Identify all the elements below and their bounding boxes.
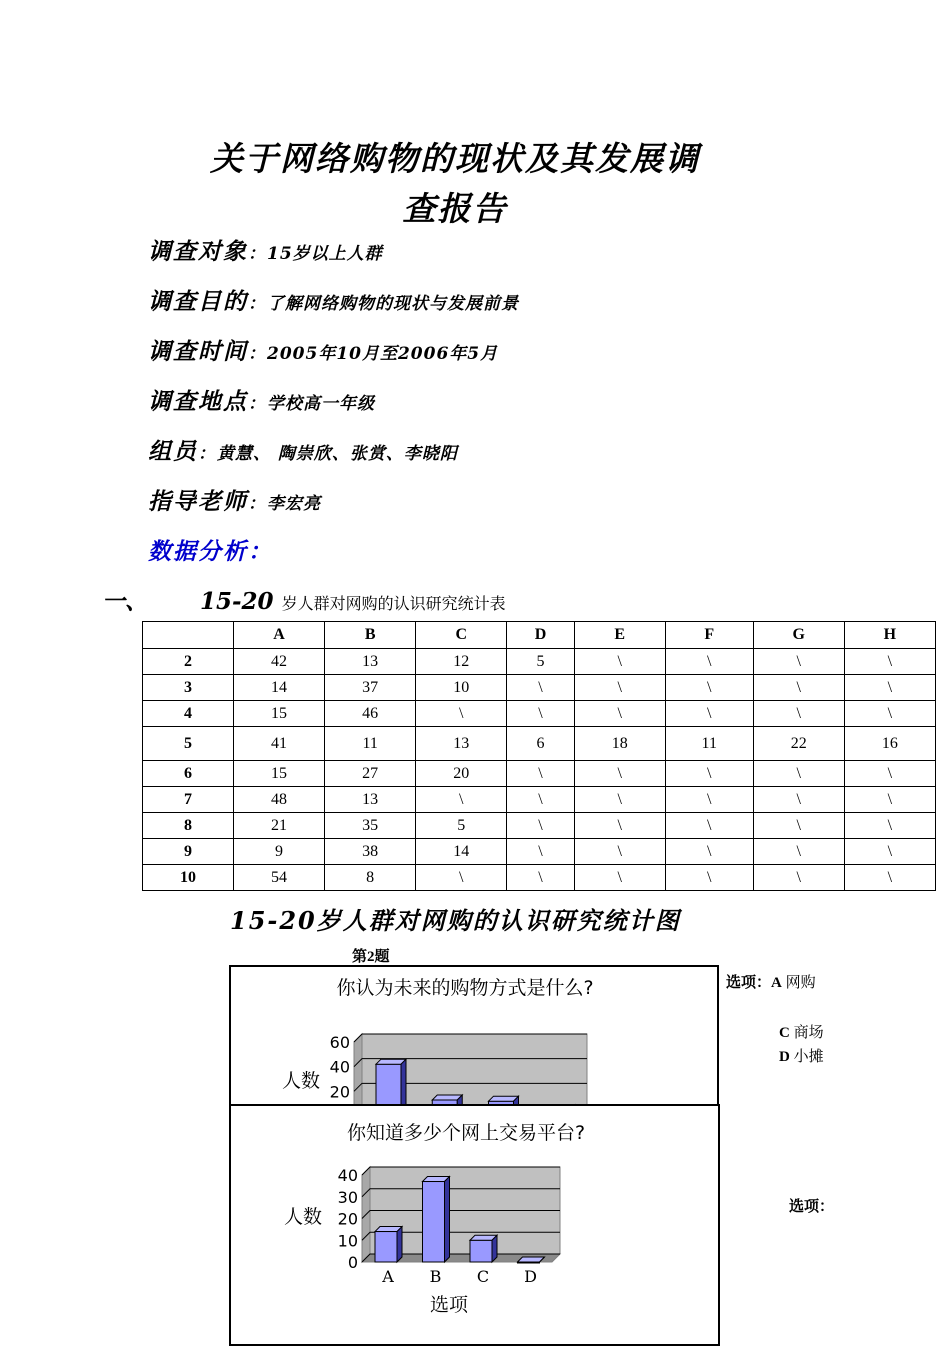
table-cell: \ <box>574 761 665 787</box>
option-letter: C <box>779 1025 790 1041</box>
x-axis-label: 选项 <box>429 1294 469 1316</box>
option-text: 商场 <box>793 1025 824 1041</box>
chart-box-trading-platforms <box>229 1104 720 1346</box>
table-cell: 10 <box>416 675 507 701</box>
chart-title: 你认为未来的购物方式是什么? <box>336 977 594 999</box>
table-cell: 13 <box>325 649 416 675</box>
question-number-cell: 3 <box>143 675 234 701</box>
table-cell: 38 <box>325 839 416 865</box>
option-letter: A <box>771 975 782 991</box>
table-header-cell: D <box>507 622 574 649</box>
section-range: 15-20 <box>200 588 274 615</box>
y-tick-label: 60 <box>329 1033 350 1052</box>
info-value: 黄慧、 陶崇欣、张赏、李晓阳 <box>217 444 458 464</box>
table-cell: 12 <box>416 649 507 675</box>
question-number-cell: 5 <box>143 727 234 761</box>
table-cell: \ <box>507 761 574 787</box>
table-cell: \ <box>665 649 753 675</box>
table-cell: \ <box>665 787 753 813</box>
table-header-row <box>143 622 936 649</box>
table-row <box>143 727 936 761</box>
table-cell: 11 <box>665 727 753 761</box>
table-cell: \ <box>844 761 935 787</box>
table-cell: \ <box>574 813 665 839</box>
question-number-cell: 6 <box>143 761 234 787</box>
table-cell: \ <box>665 813 753 839</box>
table-cell: \ <box>665 865 753 891</box>
table-cell: \ <box>665 761 753 787</box>
table-cell: \ <box>844 839 935 865</box>
table-row <box>143 813 936 839</box>
table-cell: \ <box>574 701 665 727</box>
chart1-options-line-c <box>779 1021 824 1042</box>
info-label: 调查对象 <box>148 238 248 265</box>
y-tick-label: 40 <box>337 1166 358 1185</box>
table-row <box>143 839 936 865</box>
question-number-cell: 10 <box>143 865 234 891</box>
table-cell: 15 <box>234 701 325 727</box>
table-cell: \ <box>844 649 935 675</box>
table-row <box>143 865 936 891</box>
info-advisor <box>148 483 321 516</box>
table-row <box>143 761 936 787</box>
table-header-cell: H <box>844 622 935 649</box>
table-cell: 13 <box>416 727 507 761</box>
y-tick-label: 0 <box>347 1253 358 1272</box>
table-row <box>143 701 936 727</box>
table-cell: 46 <box>325 701 416 727</box>
info-survey-object <box>148 233 383 266</box>
table-cell: 27 <box>325 761 416 787</box>
table-cell: 5 <box>416 813 507 839</box>
y-axis-label: 人数 <box>281 1070 321 1092</box>
table-cell: 42 <box>234 649 325 675</box>
table-cell: 41 <box>234 727 325 761</box>
chart1-options-line-a <box>726 971 816 992</box>
colon: ： <box>248 244 267 264</box>
table-header-cell: A <box>234 622 325 649</box>
question-number-cell: 8 <box>143 813 234 839</box>
table-cell: \ <box>665 675 753 701</box>
table-cell: 15 <box>234 761 325 787</box>
table-cell: \ <box>844 701 935 727</box>
table-cell: \ <box>507 701 574 727</box>
y-tick-label: 40 <box>329 1057 350 1077</box>
table-cell: \ <box>753 649 844 675</box>
table-header-cell: E <box>574 622 665 649</box>
bar-c <box>470 1240 492 1262</box>
figure-title: 15-20岁人群对网购的认识研究统计图 <box>230 906 681 935</box>
table-cell: 22 <box>753 727 844 761</box>
table-cell: \ <box>753 761 844 787</box>
bar-b <box>423 1182 445 1262</box>
table-cell: \ <box>753 701 844 727</box>
table-cell: 13 <box>325 787 416 813</box>
colon: ： <box>248 344 267 364</box>
question-number-cell: 2 <box>143 649 234 675</box>
table-cell: \ <box>844 787 935 813</box>
table-header-cell: F <box>665 622 753 649</box>
table-row <box>143 787 936 813</box>
table-header-cell: C <box>416 622 507 649</box>
table-cell: \ <box>665 839 753 865</box>
chart1-options-line-d <box>779 1045 824 1066</box>
table-cell: \ <box>507 787 574 813</box>
analysis-heading: 数据分析： <box>148 538 273 565</box>
question-number-cell: 4 <box>143 701 234 727</box>
table-cell: 18 <box>574 727 665 761</box>
chart-title: 你知道多少个网上交易平台? <box>346 1122 586 1144</box>
section-heading <box>102 583 506 616</box>
bar-a <box>375 1232 397 1262</box>
bar-side-b <box>445 1177 450 1262</box>
table-cell: \ <box>753 675 844 701</box>
info-label: 组员 <box>148 438 198 465</box>
info-value: 15岁以上人群 <box>267 244 383 264</box>
table-cell: \ <box>416 865 507 891</box>
table-cell: \ <box>507 675 574 701</box>
table-cell: \ <box>507 813 574 839</box>
info-members <box>148 433 458 466</box>
table-cell: 16 <box>844 727 935 761</box>
table-cell: \ <box>507 865 574 891</box>
table-cell: 21 <box>234 813 325 839</box>
table-cell: 8 <box>325 865 416 891</box>
table-cell: \ <box>574 839 665 865</box>
statistics-table <box>142 621 936 891</box>
section-caption: 岁人群对网购的认识研究统计表 <box>281 596 506 613</box>
question-number-cell: 7 <box>143 787 234 813</box>
table-cell: 54 <box>234 865 325 891</box>
report-title-line2: 查报告 <box>402 189 508 228</box>
table-cell: \ <box>416 701 507 727</box>
colon: ： <box>248 394 267 414</box>
info-survey-purpose <box>148 283 519 316</box>
option-letter: D <box>779 1049 790 1065</box>
bar-chart-trading-platforms <box>231 1106 718 1344</box>
bar-chart-future-shopping <box>231 967 717 1117</box>
table-cell: \ <box>844 865 935 891</box>
question-label: 第2题 <box>352 949 390 965</box>
info-label: 调查目的 <box>148 288 248 315</box>
table-header-cell: G <box>753 622 844 649</box>
colon: ： <box>198 444 217 464</box>
table-cell: 9 <box>234 839 325 865</box>
info-value: 2005年10月至2006年5月 <box>267 344 499 364</box>
info-survey-time <box>148 333 498 366</box>
bar-side-c <box>492 1235 497 1262</box>
table-cell: \ <box>507 839 574 865</box>
table-row <box>143 675 936 701</box>
table-header-cell <box>143 622 234 649</box>
table-row <box>143 649 936 675</box>
x-tick-label: B <box>429 1267 442 1286</box>
table-cell: \ <box>665 701 753 727</box>
report-title-line1: 关于网络购物的现状及其发展调 <box>210 139 700 178</box>
table-cell: \ <box>753 813 844 839</box>
y-tick-label: 20 <box>329 1082 350 1102</box>
table-cell: \ <box>574 865 665 891</box>
x-tick-label: D <box>524 1267 537 1286</box>
option-text: 网购 <box>785 975 816 991</box>
x-tick-label: C <box>476 1267 490 1286</box>
table-cell: 14 <box>416 839 507 865</box>
table-cell: 35 <box>325 813 416 839</box>
chart-box-future-shopping <box>229 965 719 1119</box>
table-cell: \ <box>753 839 844 865</box>
colon: ： <box>248 294 267 314</box>
table-header-cell: B <box>325 622 416 649</box>
table-cell: \ <box>574 649 665 675</box>
table-cell: \ <box>416 787 507 813</box>
table-cell: \ <box>844 813 935 839</box>
colon: ： <box>248 494 267 514</box>
info-label: 调查地点 <box>148 388 248 415</box>
table-cell: \ <box>844 675 935 701</box>
info-label: 调查时间 <box>148 338 248 365</box>
info-value: 李宏亮 <box>267 494 321 514</box>
y-axis-label: 人数 <box>283 1206 323 1228</box>
section-index: 一、 <box>102 588 148 615</box>
table-cell: \ <box>574 675 665 701</box>
info-value: 学校高一年级 <box>267 394 375 414</box>
table-cell: 11 <box>325 727 416 761</box>
info-survey-location <box>148 383 375 416</box>
table-cell: 5 <box>507 649 574 675</box>
y-tick-label: 30 <box>337 1187 358 1207</box>
option-text: 小摊 <box>793 1049 824 1065</box>
info-label: 指导老师 <box>148 488 248 515</box>
table-cell: 20 <box>416 761 507 787</box>
info-value: 了解网络购物的现状与发展前景 <box>267 294 519 314</box>
table-cell: 37 <box>325 675 416 701</box>
question-number-cell: 9 <box>143 839 234 865</box>
y-tick-label: 10 <box>337 1231 358 1251</box>
x-tick-label: A <box>382 1267 394 1286</box>
chart2-options-label: 选项： <box>789 1199 835 1215</box>
options-prefix: 选项： <box>726 975 772 991</box>
table-cell: \ <box>753 787 844 813</box>
table-cell: 14 <box>234 675 325 701</box>
bar-side-a <box>397 1227 402 1262</box>
table-cell: 48 <box>234 787 325 813</box>
table-cell: \ <box>753 865 844 891</box>
table-cell: 6 <box>507 727 574 761</box>
table-cell: \ <box>574 787 665 813</box>
y-tick-label: 20 <box>337 1209 358 1229</box>
